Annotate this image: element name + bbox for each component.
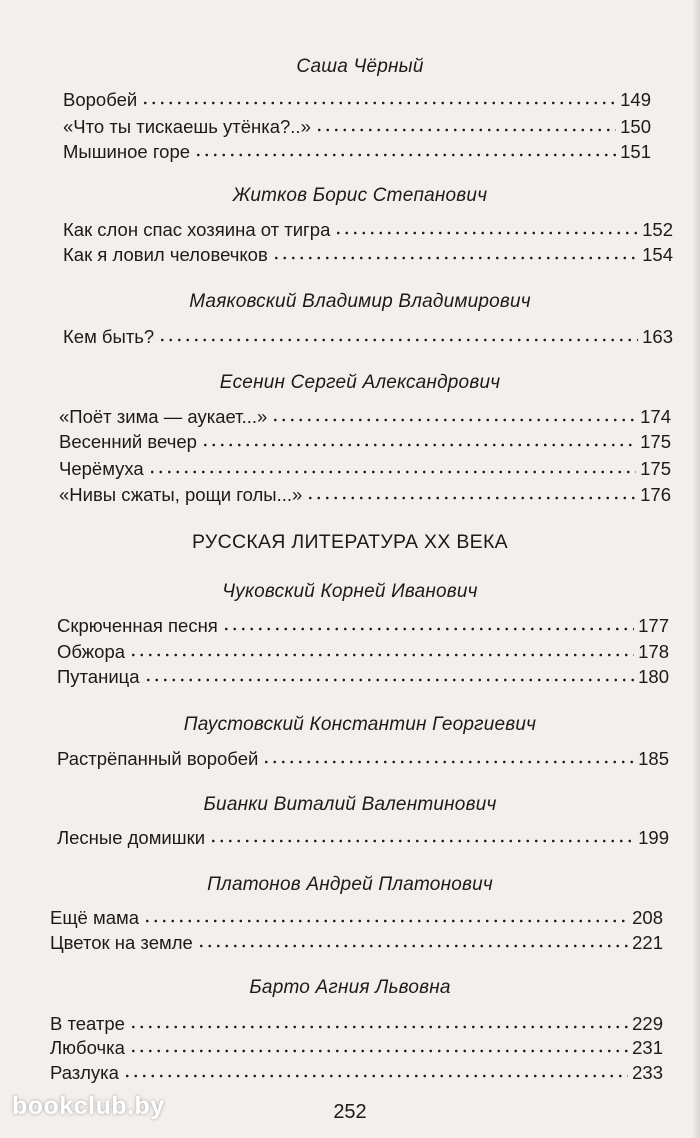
entry-title: В театре	[50, 1013, 125, 1034]
entry-title: Цветок на земле	[50, 932, 193, 953]
toc-entry	[59, 457, 671, 481]
toc-entry	[63, 325, 673, 349]
author-heading: Чуковский Корней Иванович	[222, 581, 478, 602]
leader-dots	[144, 677, 635, 683]
leader-dots	[209, 838, 634, 844]
author-heading: Маяковский Владимир Владимирович	[189, 291, 531, 312]
entry-title: Черёмуха	[59, 458, 144, 479]
entry-page: 231	[632, 1037, 663, 1058]
entry-title: Разлука	[50, 1062, 119, 1083]
entry-page: 208	[632, 907, 663, 928]
entry-page: 174	[640, 406, 671, 427]
leader-dots	[201, 442, 636, 448]
leader-dots	[148, 469, 636, 475]
toc-entry	[57, 614, 669, 638]
leader-dots	[129, 1048, 628, 1054]
leader-dots	[129, 1024, 628, 1030]
entry-page: 178	[638, 641, 669, 662]
entry-page: 163	[642, 326, 673, 347]
entry-page: 233	[632, 1062, 663, 1083]
toc-entry	[59, 405, 671, 429]
entry-page: 154	[642, 244, 673, 265]
entry-page: 175	[640, 431, 671, 452]
entry-title: Кем быть?	[63, 326, 155, 347]
toc-entry	[63, 243, 673, 267]
leader-dots	[315, 127, 616, 133]
entry-page: 176	[640, 484, 671, 505]
entry-title: Мышиное горе	[63, 141, 191, 162]
page-number: 252	[333, 1101, 367, 1123]
entry-page: 185	[638, 748, 669, 769]
leader-dots	[194, 152, 616, 158]
author-heading: Паустовский Константин Георгиевич	[183, 714, 537, 735]
leader-dots	[129, 652, 634, 658]
toc-entry	[59, 483, 671, 507]
toc-entry	[57, 826, 669, 850]
toc-entry	[63, 218, 673, 242]
leader-dots	[272, 255, 638, 261]
entry-title: Как слон спас хозяина от тигра	[63, 219, 331, 240]
entry-page: 180	[638, 666, 669, 687]
entry-title: «Нивы сжаты, рощи голы...»	[59, 484, 303, 505]
toc-entry	[57, 640, 669, 664]
leader-dots	[334, 230, 638, 236]
entry-title: Растрёпанный воробей	[57, 748, 259, 769]
toc-entry	[50, 1036, 663, 1060]
toc-entry	[50, 931, 663, 955]
entry-title: Воробей	[63, 89, 138, 110]
entry-title: Весенний вечер	[59, 431, 197, 452]
entry-title: Ещё мама	[50, 907, 140, 928]
toc-entry	[50, 1012, 663, 1036]
entry-title: «Поёт зима — аукает...»	[59, 406, 268, 427]
entry-page: 149	[620, 89, 651, 110]
author-heading: Житков Борис Степанович	[232, 185, 488, 206]
toc-entry	[57, 665, 669, 689]
entry-title: Любочка	[50, 1037, 125, 1058]
entry-title: Обжора	[57, 641, 126, 662]
entry-title: Путаница	[57, 666, 140, 687]
leader-dots	[271, 417, 636, 423]
leader-dots	[143, 918, 628, 924]
leader-dots	[197, 943, 628, 949]
entry-title: «Что ты тискаешь утёнка?..»	[63, 116, 311, 137]
author-heading: Барто Агния Львовна	[249, 977, 451, 998]
toc-entry	[63, 140, 651, 164]
leader-dots	[306, 495, 636, 501]
entry-title: Как я ловил человечков	[63, 244, 268, 265]
leader-dots	[222, 626, 634, 632]
entry-page: 177	[638, 615, 669, 636]
entry-page: 229	[632, 1013, 663, 1034]
section-heading: РУССКАЯ ЛИТЕРАТУРА XX ВЕКА	[192, 531, 508, 553]
entry-page: 151	[620, 141, 651, 162]
watermark: bookclub.by	[12, 1092, 165, 1120]
author-heading: Есенин Сергей Александрович	[219, 372, 501, 393]
toc-entry	[50, 1061, 663, 1085]
entry-page: 150	[620, 116, 651, 137]
author-heading: Саша Чёрный	[296, 56, 424, 77]
leader-dots	[141, 100, 616, 106]
entry-page: 199	[638, 827, 669, 848]
entry-page: 221	[632, 932, 663, 953]
entry-title: Скрюченная песня	[57, 615, 218, 636]
page-edge-shadow	[692, 0, 700, 1138]
toc-entry	[63, 115, 651, 139]
toc-entry	[50, 906, 663, 930]
entry-page: 152	[642, 219, 673, 240]
leader-dots	[262, 759, 634, 765]
toc-entry	[57, 747, 669, 771]
author-heading: Бианки Виталий Валентинович	[203, 794, 497, 815]
entry-title: Лесные домишки	[57, 827, 206, 848]
leader-dots	[158, 337, 638, 343]
toc-entry	[59, 430, 671, 454]
leader-dots	[123, 1073, 628, 1079]
entry-page: 175	[640, 458, 671, 479]
toc-entry	[63, 88, 651, 112]
author-heading: Платонов Андрей Платонович	[207, 874, 493, 895]
